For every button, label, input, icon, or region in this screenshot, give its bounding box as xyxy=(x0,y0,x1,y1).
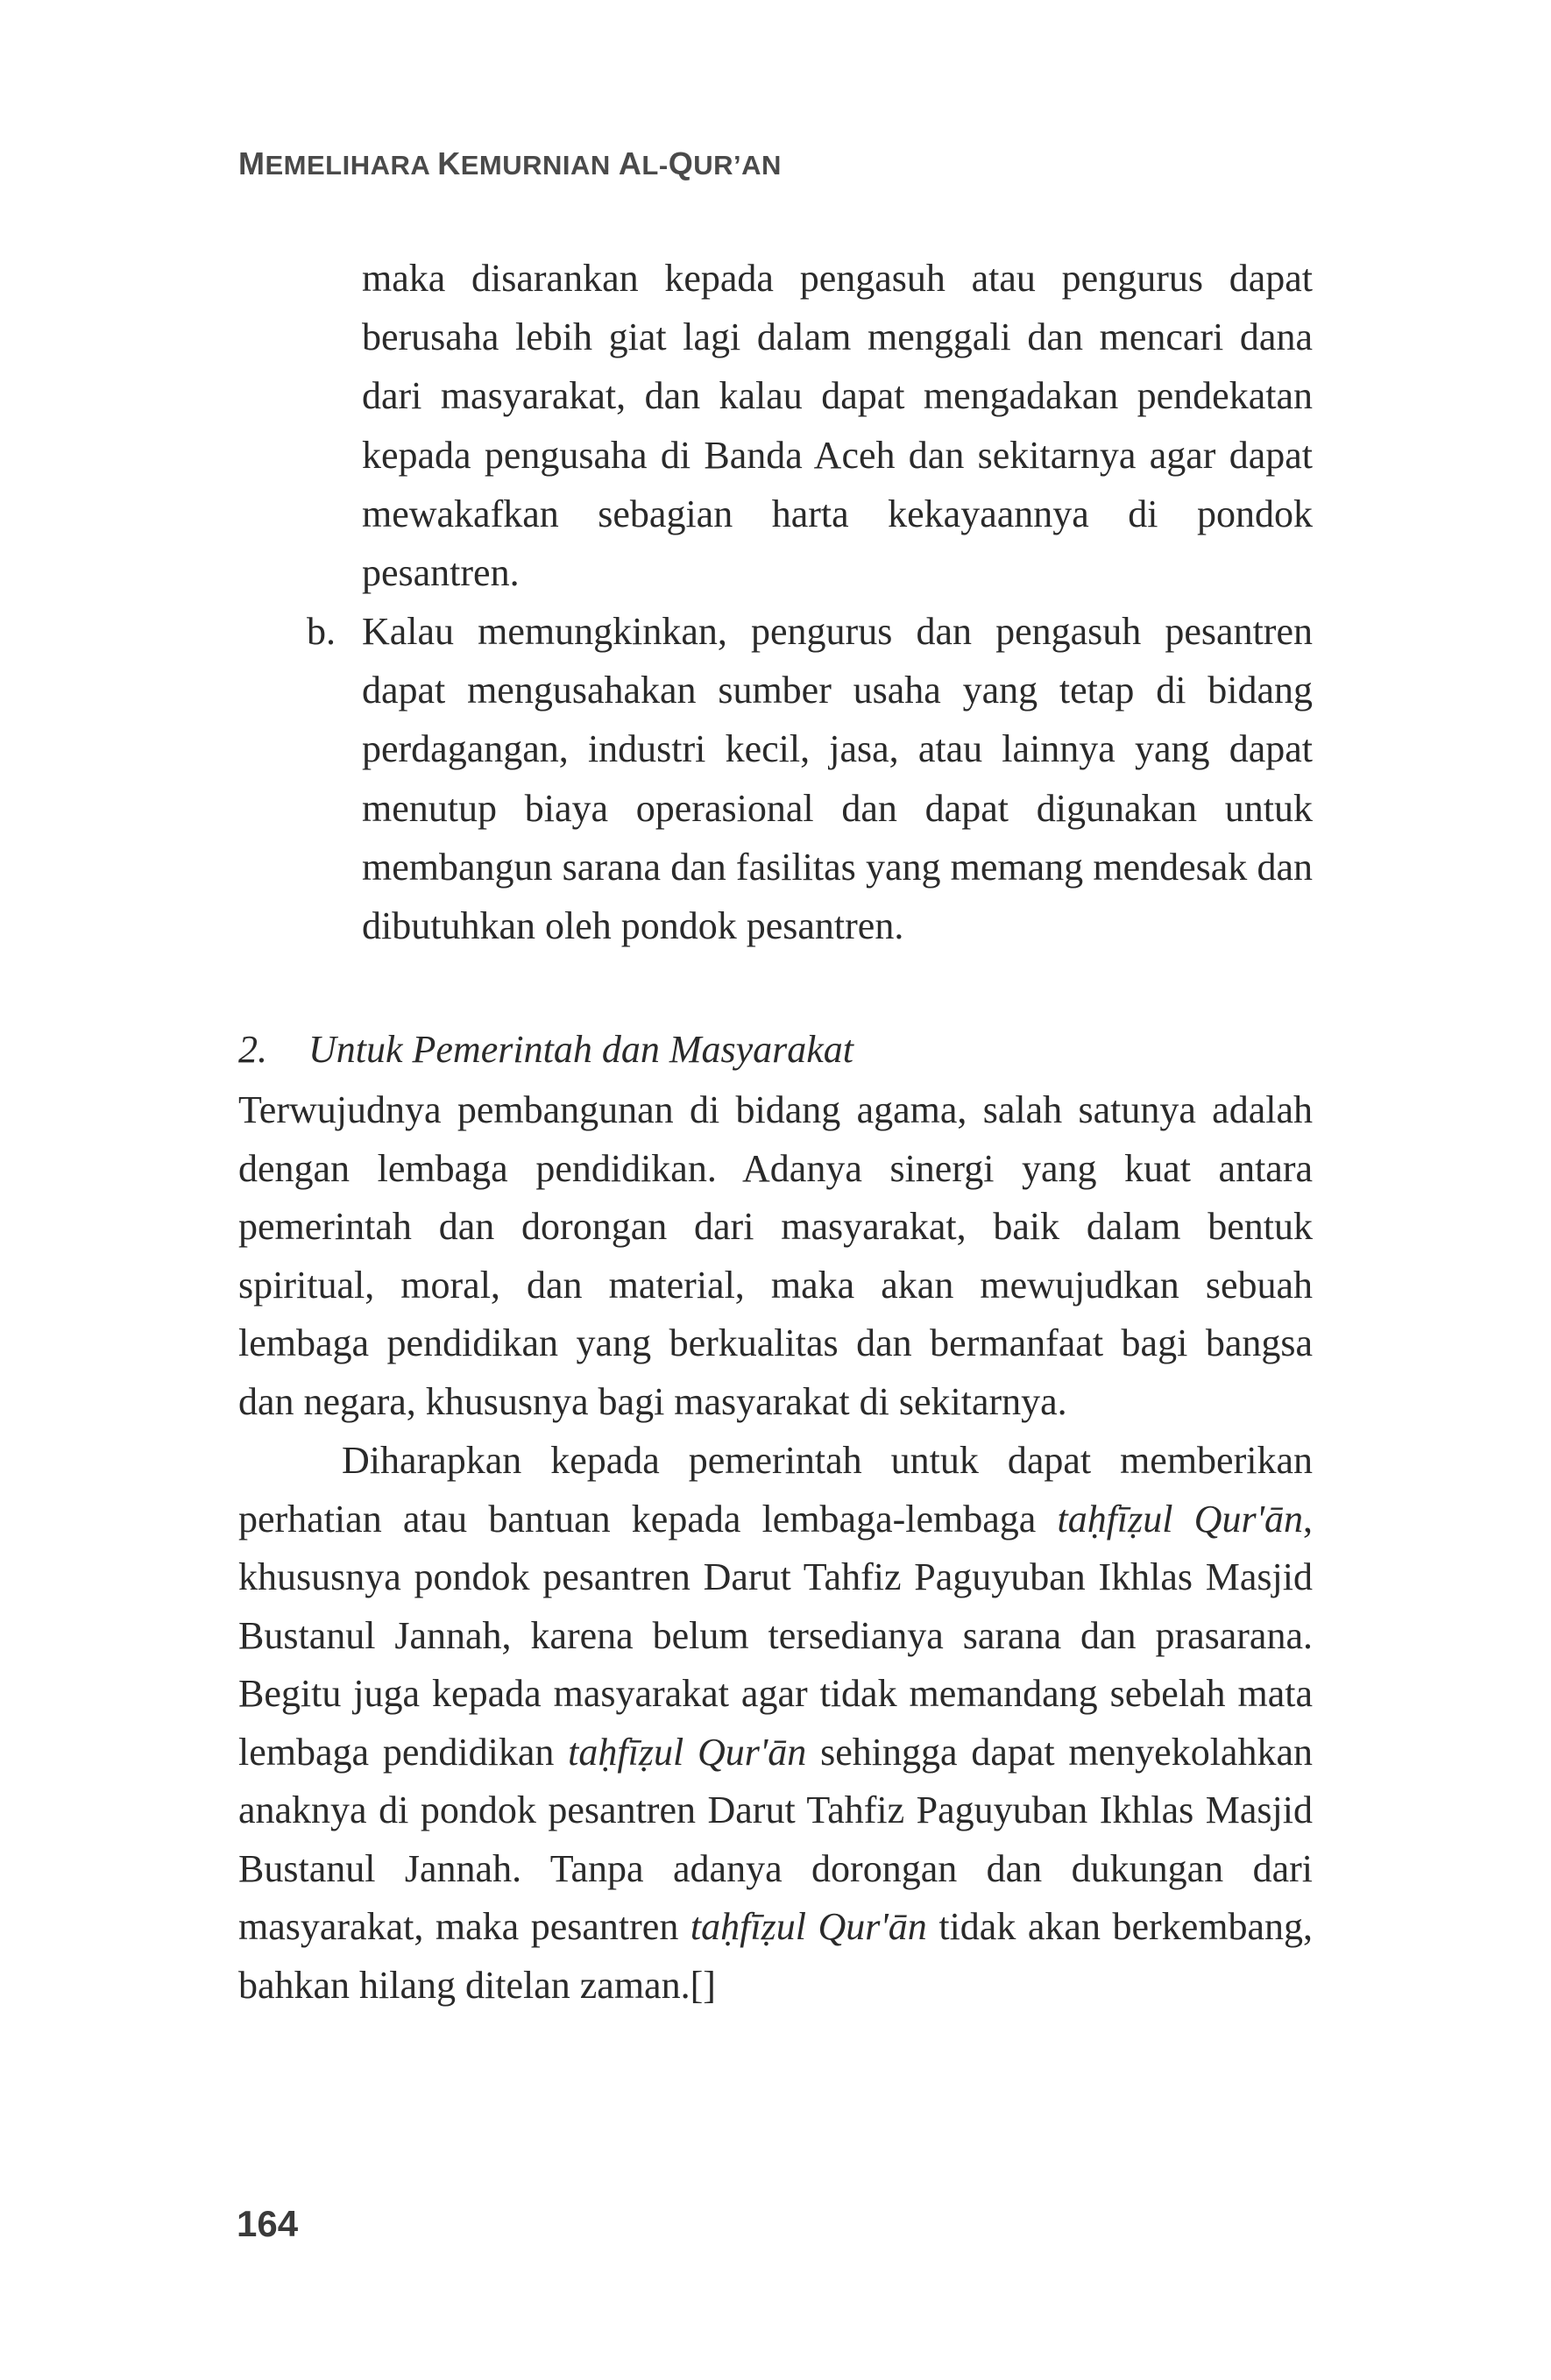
italic-term: taḥfīẓul Qur'ān xyxy=(690,1905,927,1948)
running-header-initial: K xyxy=(437,145,461,181)
section-paragraph-1: Terwujudnya pembangunan di bidang agama, salah satunya adalah dengan lembaga pendidikan. Adanya sinergi yang kuat antara pemerintah dan dorongan dari masyarakat, baik dalam bentuk spiritual, moral, dan material, maka akan mewujudkan sebuah lembaga pendidikan yang berkualitas dan bermanfaat bagi bangsa dan negara, khususnya bagi masyarakat di sekitarnya. xyxy=(238,1088,1313,1423)
paragraph-text: Diharapkan kepada pemerintah untuk dapat memberikan perhatian atau bantuan kepada lembaga-lembaga xyxy=(238,1439,1313,1541)
list-item-text: Kalau memungkinkan, pengurus dan pengasuh pesantren dapat mengusahakan sumber usaha yang tetap di bidang perdagangan, industri kecil, jasa, atau lainnya yang dapat menutup biaya operasional dan dapat digunakan untuk membangun sarana dan fasilitas yang memang mendesak dan dibutuhkan oleh pondok pesantren. xyxy=(362,610,1313,948)
paragraph-text: tidak akan berkembang, bahkan hilang ditelan zaman.[] xyxy=(238,1905,1313,2007)
running-header-text: L- xyxy=(641,150,669,181)
continuation-paragraph: maka disarankan kepada pengasuh atau pengurus dapat berusaha lebih giat lagi dalam menggali dan mencari dana dari masyarakat, dan kalau dapat mengadakan pendekatan kepada pengusaha di Banda Aceh dan sekitarnya agar dapat mewakafkan sebagian harta kekayaannya di pondok pesantren. xyxy=(362,257,1313,595)
list-marker: b. xyxy=(307,610,336,653)
italic-term: taḥfīẓul Qur'ān xyxy=(1057,1497,1303,1541)
page-number: 164 xyxy=(237,2203,299,2244)
running-header xyxy=(238,145,782,182)
running-header-initial: M xyxy=(238,145,266,181)
running-header-text: EMURNIAN xyxy=(460,150,619,181)
paragraph-text: , khususnya pondok pesantren Darut Tahfiz Paguyuban Ikhlas Masjid Bustanul Jannah, karena belum tersedianya sarana dan prasarana. Begitu juga kepada masyarakat agar tidak memandang sebelah mata lembaga pendidikan xyxy=(238,1497,1313,1774)
section-paragraph-2 xyxy=(238,1432,1313,2015)
running-header-initial: Q xyxy=(668,145,694,181)
italic-term: taḥfīẓul Qur'ān xyxy=(568,1730,807,1774)
running-header-text: UR’AN xyxy=(693,150,782,181)
section-heading xyxy=(238,1020,853,1079)
running-header-text: EMELIHARA xyxy=(265,150,438,181)
section-number: 2. xyxy=(238,1028,267,1071)
paragraph-text: sehingga dapat menyekolahkan anaknya di pondok pesantren Darut Tahfiz Paguyuban Ikhlas Masjid Bustanul Jannah. Tanpa adanya dorongan dan dukungan dari masyarakat, maka pesantren xyxy=(238,1730,1313,1948)
running-header-initial: A xyxy=(618,145,642,181)
section-title: Untuk Pemerintah dan Masyarakat xyxy=(308,1028,853,1071)
list-item-b xyxy=(307,602,1313,955)
